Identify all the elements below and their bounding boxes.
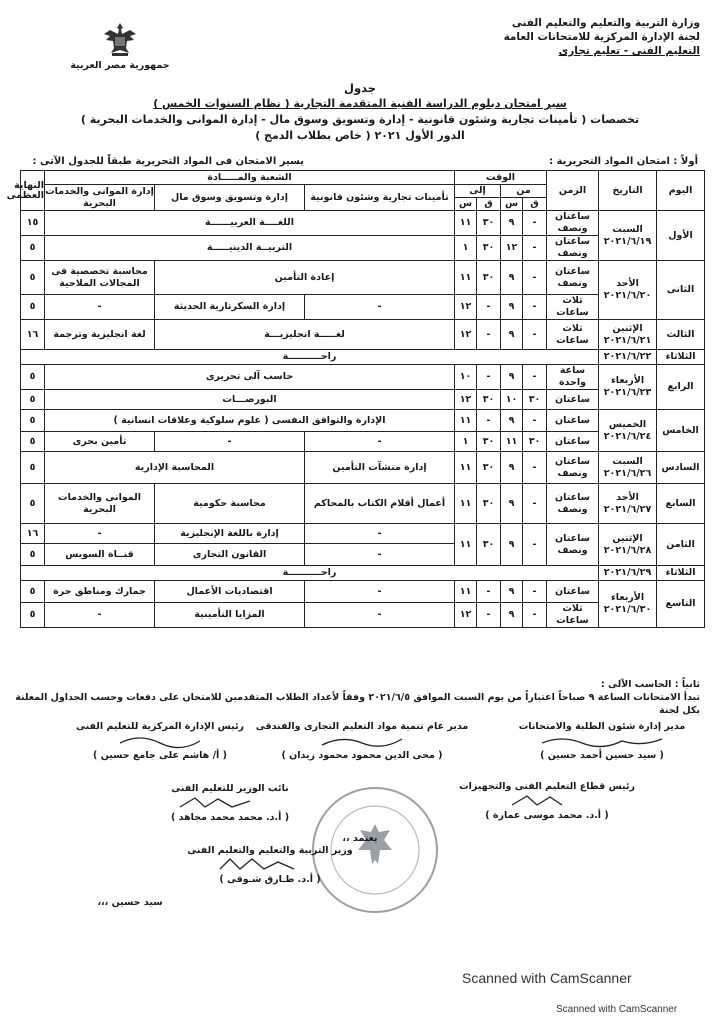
from-q: ٣٠ xyxy=(523,390,547,410)
marks-cell: ٥ xyxy=(21,365,45,390)
to-q: ٣٠ xyxy=(477,432,501,452)
duration-cell: ساعتان xyxy=(547,432,599,452)
signature-name: ( محى الدين محمود محمود زيدان ) xyxy=(281,750,443,761)
day-cell: الرابع xyxy=(657,365,705,410)
table-row xyxy=(21,261,705,295)
day-cell: السادس xyxy=(657,452,705,484)
signature-title: مدير عام تنمية مواد التعليم التجارى والفندقى xyxy=(255,721,469,732)
day-cell: السابع xyxy=(657,484,705,524)
subject-cell: القانون التجارى xyxy=(155,544,305,566)
marks-cell: ١٦ xyxy=(21,320,45,350)
table-row xyxy=(21,484,705,524)
col-division: الشعبة والمـــــادة xyxy=(45,171,455,185)
to-s: ١٢ xyxy=(455,320,477,350)
to-s: ١٠ xyxy=(455,365,477,390)
document-titles xyxy=(80,80,640,144)
subject-cell: اقتصاديات الأعمال xyxy=(155,581,305,603)
subject-cell: - xyxy=(305,603,455,628)
day-cell: الثلاثاء xyxy=(657,566,705,581)
signature-title: مدير إدارة شئون الطلبة والامتحانات xyxy=(518,721,686,732)
signature-title: نائب الوزير للتعليم الفنى xyxy=(171,783,289,794)
from-q: - xyxy=(523,261,547,295)
table-row xyxy=(21,320,705,350)
day-cell: الثامن xyxy=(657,524,705,566)
duration-cell: ساعتان ونصف xyxy=(547,452,599,484)
marks-cell: ٥ xyxy=(21,261,45,295)
to-q: ٣٠ xyxy=(477,211,501,236)
eagle-emblem-icon xyxy=(100,20,140,58)
col-div2: إدارة وتسويق وسوق مال xyxy=(155,185,305,211)
to-q: - xyxy=(477,295,501,320)
signature-name: ( سيد حسين أحمد حسين ) xyxy=(540,750,664,761)
subject-cell: البورصـــات xyxy=(45,390,455,410)
day-cell: الثانى xyxy=(657,261,705,320)
signature-block-3 xyxy=(60,720,260,762)
subject-cell: - xyxy=(305,581,455,603)
subject-cell: - xyxy=(45,295,155,320)
table-row xyxy=(21,524,705,544)
signature-title: وزير التربية والتعليم والتعليم الفنى xyxy=(187,845,353,856)
subject-cell: إعادة التأمين xyxy=(155,261,455,295)
from-s: ١٢ xyxy=(501,236,523,261)
marks-cell: ٥ xyxy=(21,295,45,320)
subject-cell: إدارة منشآت التأمين xyxy=(305,452,455,484)
marks-cell: ٥ xyxy=(21,432,45,452)
subject-cell: تأمين بحرى xyxy=(45,432,155,452)
subject-cell: - xyxy=(155,432,305,452)
from-s: ٩ xyxy=(501,603,523,628)
from-s: ٩ xyxy=(501,320,523,350)
marks-cell: ١٥ xyxy=(21,211,45,236)
to-q: - xyxy=(477,410,501,432)
to-s: ١١ xyxy=(455,410,477,432)
to-s: ١١ xyxy=(455,452,477,484)
subject-cell: اللغــــة العربيــــــة xyxy=(45,211,455,236)
marks-cell: ٥ xyxy=(21,236,45,261)
ministry-line-3: التعليم الفنى - تعليم تجارى xyxy=(558,45,700,57)
to-q: ٣٠ xyxy=(477,390,501,410)
col-to-q: ق xyxy=(477,198,501,211)
from-s: ٩ xyxy=(501,581,523,603)
marks-cell: ١٦ xyxy=(21,524,45,544)
duration-cell: ثلاث ساعات xyxy=(547,603,599,628)
col-from-q: ق xyxy=(523,198,547,211)
from-q: - xyxy=(523,452,547,484)
handwritten-signature-icon xyxy=(160,857,380,873)
subject-cell: - xyxy=(305,544,455,566)
table-row xyxy=(21,365,705,390)
duration-cell: ساعتان xyxy=(547,410,599,432)
duration-cell: ثلاث ساعات xyxy=(547,320,599,350)
to-s: ١٢ xyxy=(455,295,477,320)
rest-cell: راحــــــــــة xyxy=(21,566,599,581)
date-cell: السبت ٢٠٢١/٦/١٩ xyxy=(599,211,657,261)
from-s: ١٠ xyxy=(501,390,523,410)
subject-cell: - xyxy=(305,295,455,320)
day-cell: الثلاثاء xyxy=(657,350,705,365)
date-cell: السبت ٢٠٢١/٦/٢٦ xyxy=(599,452,657,484)
from-s: ١١ xyxy=(501,432,523,452)
duration-cell: ساعتان ونصف xyxy=(547,524,599,566)
from-s: ٩ xyxy=(501,410,523,432)
from-q: - xyxy=(523,484,547,524)
signature-name: ( أ.د. محمد محمد مجاهد ) xyxy=(170,812,290,823)
subject-cell: إدارة باللغة الإنجليزية xyxy=(155,524,305,544)
exam-schedule-table xyxy=(6,170,705,628)
title-word: جدول xyxy=(343,81,377,95)
to-s: ١١ xyxy=(455,524,477,566)
handwritten-signature-icon xyxy=(60,733,260,749)
typist-note: سيد حسين ،،، xyxy=(97,897,163,908)
duration-cell: ثلاث ساعات xyxy=(547,295,599,320)
to-s: ١١ xyxy=(455,581,477,603)
scan-watermark-small: Scanned with CamScanner xyxy=(556,1004,678,1015)
section-first: أولاً : امتحان المواد التحريرية : xyxy=(549,156,698,167)
ministry-line-1: وزارة التربية والتعليم والتعليم الفنى xyxy=(511,17,700,29)
subject-cell: المحاسبة الإدارية xyxy=(45,452,305,484)
date-cell: الإثنين ٢٠٢١/٦/٢١ xyxy=(599,320,657,350)
day-cell: الأول xyxy=(657,211,705,261)
to-q: - xyxy=(477,603,501,628)
col-duration: الزمن xyxy=(547,171,599,211)
to-s: ١٢ xyxy=(455,390,477,410)
to-s: ١١ xyxy=(455,211,477,236)
subject-cell: حاسب آلى تحريرى xyxy=(45,365,455,390)
signature-block-5 xyxy=(140,782,320,824)
col-date: التاريخ xyxy=(599,171,657,211)
table-row xyxy=(21,211,705,236)
subject-cell: لغة انجليزية وترجمة xyxy=(45,320,155,350)
col-time: الوقت xyxy=(455,171,547,185)
notes-second-desc: تبدأ الامتحانات الساعة ٩ صباحاً اعتباراً من يوم السبت الموافق ٢٠٢١/٦/٥ وفقاً لأعداد الطلاب المتقدمين للامتحان على دفعات وحسب الجداول المعلنة بكل لجنة xyxy=(15,692,700,716)
from-q: - xyxy=(523,320,547,350)
marks-cell: ٥ xyxy=(21,581,45,603)
date-cell: ٢٠٢١/٦/٢٩ xyxy=(599,566,657,581)
subject-cell: التربيــة الدينيـــــة xyxy=(45,236,455,261)
col-div3: إدارة الموانى والخدمات البحرية xyxy=(45,185,154,209)
from-s: ٩ xyxy=(501,484,523,524)
from-q: - xyxy=(523,603,547,628)
day-cell: التاسع xyxy=(657,581,705,628)
to-q: - xyxy=(477,320,501,350)
title-line-2: تخصصات ( تأمينات تجارية وشئون قانونية - إدارة وتسويق وسوق مال - إدارة الموانى والخدمات البحرية ) xyxy=(80,113,640,126)
subject-cell: أعمال أقلام الكتاب بالمحاكم xyxy=(305,484,455,524)
col-div1: تأمينات تجارية وشئون قانونية xyxy=(305,185,455,211)
subject-cell: - xyxy=(305,432,455,452)
duration-cell: ساعتان ونصف xyxy=(547,211,599,236)
to-q: ٣٠ xyxy=(477,261,501,295)
table-row xyxy=(21,410,705,432)
marks-cell: ٥ xyxy=(21,452,45,484)
date-cell: الأربعاء ٢٠٢١/٦/٢٣ xyxy=(599,365,657,410)
from-s: ٩ xyxy=(501,524,523,566)
to-s: ١ xyxy=(455,236,477,261)
marks-cell: ٥ xyxy=(21,410,45,432)
signature-name: ( أ.د. طـارق شـوقى ) xyxy=(219,874,321,885)
from-s: ٩ xyxy=(501,452,523,484)
subject-cell: إدارة السكرتارية الحديثة xyxy=(155,295,305,320)
date-cell: ٢٠٢١/٦/٢٢ xyxy=(599,350,657,365)
col-marks: النهاية العظمى xyxy=(21,171,45,211)
marks-cell: ٥ xyxy=(21,484,45,524)
marks-cell: ٥ xyxy=(21,603,45,628)
republic-emblem xyxy=(60,20,180,71)
signature-title: رئيس قطاع التعليم الفنى والتجهيزات xyxy=(459,781,635,792)
from-q: - xyxy=(523,524,547,566)
to-q: ٣٠ xyxy=(477,236,501,261)
from-s: ٩ xyxy=(501,261,523,295)
col-day: اليوم xyxy=(657,171,705,211)
subject-cell: محاسبة حكومية xyxy=(155,484,305,524)
subject-cell: قنــاة السويس xyxy=(45,544,155,566)
from-q: - xyxy=(523,365,547,390)
table-row xyxy=(21,581,705,603)
subject-cell: - xyxy=(305,524,455,544)
to-q: ٣٠ xyxy=(477,452,501,484)
subject-cell: - xyxy=(45,603,155,628)
from-q: - xyxy=(523,581,547,603)
to-q: ٣٠ xyxy=(477,484,501,524)
to-q: - xyxy=(477,581,501,603)
to-s: ١١ xyxy=(455,484,477,524)
signature-block-2 xyxy=(252,720,472,762)
to-s: ١١ xyxy=(455,261,477,295)
day-cell: الخامس xyxy=(657,410,705,452)
date-cell: الأحد ٢٠٢١/٦/٢٧ xyxy=(599,484,657,524)
scan-watermark: Scanned with CamScanner xyxy=(462,970,632,986)
signature-block-4 xyxy=(432,780,662,822)
from-s: ٩ xyxy=(501,295,523,320)
computer-notes xyxy=(10,678,700,717)
duration-cell: ساعتان xyxy=(547,581,599,603)
from-q: - xyxy=(523,295,547,320)
marks-cell: ٥ xyxy=(21,544,45,566)
col-from: من xyxy=(501,185,547,198)
ministry-line-2: لجنة الإدارة المركزية للامتحانات العامة xyxy=(503,31,700,43)
signature-title: رئيس الإدارة المركزية للتعليم الفنى xyxy=(75,721,245,732)
table-row xyxy=(21,452,705,484)
subject-cell: لغـــــة انجليزيـــة xyxy=(155,320,455,350)
from-q: - xyxy=(523,236,547,261)
to-s: ١٢ xyxy=(455,603,477,628)
notes-second: ثانياً : الحاسب الآلى : xyxy=(600,679,700,690)
from-q: - xyxy=(523,410,547,432)
col-from-s: س xyxy=(501,198,523,211)
subject-cell: المزايا التأمينية xyxy=(155,603,305,628)
section-first-desc: يسير الامتحان فى المواد التحريرية طبقاً للجدول الآتى : xyxy=(32,156,304,167)
rest-cell: راحــــــــــة xyxy=(21,350,599,365)
to-q: ٣٠ xyxy=(477,524,501,566)
duration-cell: ساعتان ونصف xyxy=(547,261,599,295)
handwritten-signature-icon xyxy=(502,733,702,749)
signature-name: ( أ/ هاشم على جامع حسين ) xyxy=(93,750,227,761)
from-q: ٣٠ xyxy=(523,432,547,452)
handwritten-signature-icon xyxy=(140,795,320,811)
to-s: ١ xyxy=(455,432,477,452)
table-row xyxy=(21,350,705,365)
from-q: - xyxy=(523,211,547,236)
table-row xyxy=(21,566,705,581)
marks-cell: ٥ xyxy=(21,390,45,410)
duration-cell: ساعة واحدة xyxy=(547,365,599,390)
from-s: ٩ xyxy=(501,365,523,390)
title-line-1: سير امتحان دبلوم الدراسة الفنية المتقدمة التجارية ( نظام السنوات الخمس ) xyxy=(153,97,567,110)
to-q: - xyxy=(477,365,501,390)
republic-caption: جمهورية مصر العربية xyxy=(70,60,170,71)
from-s: ٩ xyxy=(501,211,523,236)
signature-block-1 xyxy=(502,720,702,762)
subject-cell: جمارك ومناطق حرة xyxy=(45,581,155,603)
title-line-3: الدور الأول ٢٠٢١ ( خاص بطلاب الدمج ) xyxy=(255,129,465,142)
handwritten-signature-icon xyxy=(432,793,662,809)
day-cell: الثالث xyxy=(657,320,705,350)
ministry-header xyxy=(490,16,700,58)
date-cell: الإثنين ٢٠٢١/٦/٢٨ xyxy=(599,524,657,566)
date-cell: الخميس ٢٠٢١/٦/٢٤ xyxy=(599,410,657,452)
subject-cell: - xyxy=(45,524,155,544)
approve-label: يعتمد ،، xyxy=(342,833,378,844)
subject-cell: الإدارة والتوافق النفسى ( علوم سلوكية وعلاقات انسانية ) xyxy=(45,410,455,432)
subject-cell: الموانى والخدمات البحرية xyxy=(45,484,155,524)
col-to-s: س xyxy=(455,198,477,211)
signature-name: ( أ.د. محمد موسى عمارة ) xyxy=(485,810,609,821)
signature-block-6 xyxy=(160,844,380,886)
date-cell: الأربعاء ٢٠٢١/٦/٣٠ xyxy=(599,581,657,628)
handwritten-signature-icon xyxy=(252,733,472,749)
col-to: إلى xyxy=(455,185,501,198)
date-cell: الأحد ٢٠٢١/٦/٢٠ xyxy=(599,261,657,320)
duration-cell: ساعتان xyxy=(547,390,599,410)
duration-cell: ساعتان ونصف xyxy=(547,484,599,524)
subject-cell: محاسبة تخصصية فى المجالات الملاحية xyxy=(45,261,155,295)
duration-cell: ساعتان ونصف xyxy=(547,236,599,261)
